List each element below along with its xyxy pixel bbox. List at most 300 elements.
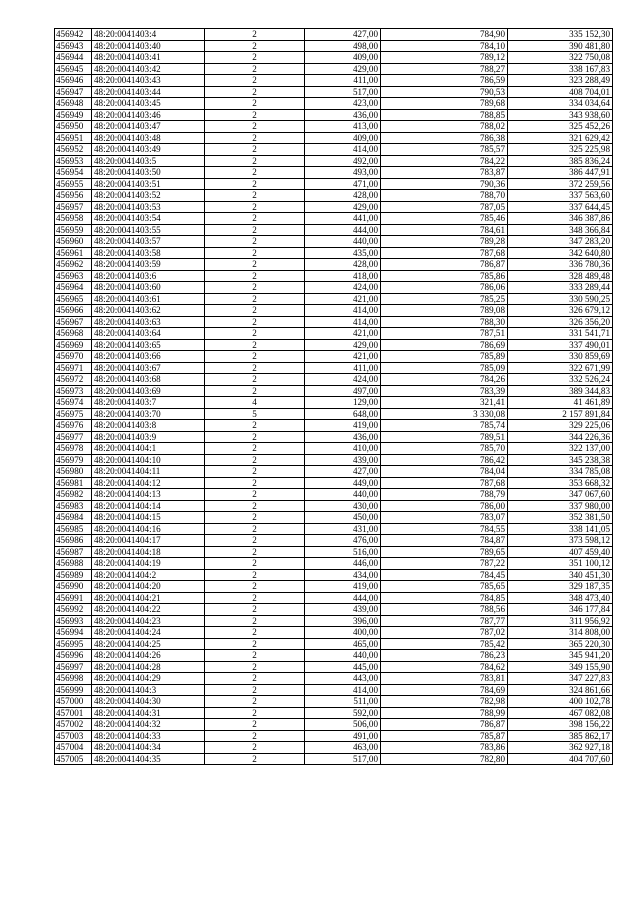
record-id-cell: 457001	[55, 707, 92, 719]
cadastral-value-cell: 386 447,91	[508, 167, 613, 179]
cadastral-number-cell: 48:20:0041404:33	[92, 730, 205, 742]
specific-value-cell: 788,27	[381, 63, 508, 75]
cadastral-value-cell: 365 220,30	[508, 638, 613, 650]
record-id-cell: 457002	[55, 719, 92, 731]
table-row	[55, 305, 613, 317]
cadastral-number-cell: 48:20:0041404:3	[92, 684, 205, 696]
specific-value-cell: 784,22	[381, 155, 508, 167]
cadastral-value-cell: 2 157 891,84	[508, 408, 613, 420]
category-code-cell: 2	[205, 178, 305, 190]
category-code-cell: 2	[205, 684, 305, 696]
area-cell: 411,00	[305, 75, 381, 87]
cadastral-value-cell: 337 563,60	[508, 190, 613, 202]
area-cell: 450,00	[305, 512, 381, 524]
category-code-cell: 2	[205, 362, 305, 374]
table-row	[55, 362, 613, 374]
table-row	[55, 282, 613, 294]
cadastral-value-cell: 352 381,50	[508, 512, 613, 524]
table-row	[55, 397, 613, 409]
record-id-cell: 456950	[55, 121, 92, 133]
record-id-cell: 456976	[55, 420, 92, 432]
cadastral-number-cell: 48:20:0041403:51	[92, 178, 205, 190]
cadastral-number-cell: 48:20:0041403:45	[92, 98, 205, 110]
record-id-cell: 457003	[55, 730, 92, 742]
category-code-cell: 2	[205, 512, 305, 524]
cadastral-number-cell: 48:20:0041403:65	[92, 339, 205, 351]
cadastral-value-cell: 325 452,26	[508, 121, 613, 133]
table-row	[55, 535, 613, 547]
record-id-cell: 456999	[55, 684, 92, 696]
cadastral-number-cell: 48:20:0041403:53	[92, 201, 205, 213]
cadastral-number-cell: 48:20:0041403:7	[92, 397, 205, 409]
specific-value-cell: 784,10	[381, 40, 508, 52]
category-code-cell: 2	[205, 592, 305, 604]
cadastral-number-cell: 48:20:0041403:52	[92, 190, 205, 202]
cadastral-value-cell: 373 598,12	[508, 535, 613, 547]
area-cell: 446,00	[305, 558, 381, 570]
record-id-cell: 456974	[55, 397, 92, 409]
table-row	[55, 374, 613, 386]
category-code-cell: 2	[205, 454, 305, 466]
specific-value-cell: 784,45	[381, 569, 508, 581]
area-cell: 497,00	[305, 385, 381, 397]
area-cell: 440,00	[305, 489, 381, 501]
category-code-cell: 2	[205, 328, 305, 340]
cadastral-number-cell: 48:20:0041403:66	[92, 351, 205, 363]
cadastral-value-cell: 326 679,12	[508, 305, 613, 317]
specific-value-cell: 783,81	[381, 673, 508, 685]
area-cell: 436,00	[305, 109, 381, 121]
specific-value-cell: 784,62	[381, 661, 508, 673]
category-code-cell: 2	[205, 615, 305, 627]
table-row	[55, 224, 613, 236]
table-row	[55, 201, 613, 213]
table-row	[55, 316, 613, 328]
table-row	[55, 707, 613, 719]
specific-value-cell: 783,39	[381, 385, 508, 397]
cadastral-value-cell: 323 288,49	[508, 75, 613, 87]
area-cell: 428,00	[305, 259, 381, 271]
table-row	[55, 719, 613, 731]
table-row	[55, 29, 613, 41]
table-row	[55, 684, 613, 696]
cadastral-number-cell: 48:20:0041403:58	[92, 247, 205, 259]
record-id-cell: 456982	[55, 489, 92, 501]
cadastral-value-cell: 362 927,18	[508, 742, 613, 754]
record-id-cell: 456949	[55, 109, 92, 121]
area-cell: 492,00	[305, 155, 381, 167]
cadastral-value-cell: 347 227,83	[508, 673, 613, 685]
cadastral-value-cell: 343 938,60	[508, 109, 613, 121]
table-row	[55, 328, 613, 340]
category-code-cell: 2	[205, 236, 305, 248]
table-row	[55, 431, 613, 443]
area-cell: 498,00	[305, 40, 381, 52]
category-code-cell: 2	[205, 144, 305, 156]
specific-value-cell: 789,51	[381, 431, 508, 443]
area-cell: 410,00	[305, 443, 381, 455]
area-cell: 493,00	[305, 167, 381, 179]
table-row	[55, 351, 613, 363]
cadastral-number-cell: 48:20:0041404:35	[92, 753, 205, 765]
specific-value-cell: 783,86	[381, 742, 508, 754]
cadastral-number-cell: 48:20:0041403:64	[92, 328, 205, 340]
specific-value-cell: 786,69	[381, 339, 508, 351]
record-id-cell: 456957	[55, 201, 92, 213]
cadastral-value-cell: 322 671,99	[508, 362, 613, 374]
record-id-cell: 456985	[55, 523, 92, 535]
record-id-cell: 456966	[55, 305, 92, 317]
cadastral-value-cell: 337 980,00	[508, 500, 613, 512]
category-code-cell: 2	[205, 213, 305, 225]
area-cell: 439,00	[305, 604, 381, 616]
category-code-cell: 2	[205, 270, 305, 282]
table-row	[55, 270, 613, 282]
cadastral-number-cell: 48:20:0041404:25	[92, 638, 205, 650]
category-code-cell: 2	[205, 638, 305, 650]
record-id-cell: 456977	[55, 431, 92, 443]
record-id-cell: 456998	[55, 673, 92, 685]
cadastral-value-cell: 329 187,35	[508, 581, 613, 593]
area-cell: 428,00	[305, 190, 381, 202]
category-code-cell: 2	[205, 443, 305, 455]
specific-value-cell: 785,74	[381, 420, 508, 432]
record-id-cell: 456969	[55, 339, 92, 351]
cadastral-value-cell: 335 152,30	[508, 29, 613, 41]
category-code-cell: 2	[205, 155, 305, 167]
cadastral-number-cell: 48:20:0041403:41	[92, 52, 205, 64]
record-id-cell: 457000	[55, 696, 92, 708]
cadastral-value-cell: 329 225,06	[508, 420, 613, 432]
record-id-cell: 456991	[55, 592, 92, 604]
category-code-cell: 2	[205, 581, 305, 593]
record-id-cell: 456971	[55, 362, 92, 374]
area-cell: 411,00	[305, 362, 381, 374]
specific-value-cell: 785,89	[381, 351, 508, 363]
area-cell: 400,00	[305, 627, 381, 639]
cadastral-value-cell: 314 808,00	[508, 627, 613, 639]
cadastral-number-cell: 48:20:0041403:8	[92, 420, 205, 432]
table-row	[55, 420, 613, 432]
cadastral-number-cell: 48:20:0041403:4	[92, 29, 205, 41]
cadastral-number-cell: 48:20:0041403:59	[92, 259, 205, 271]
cadastral-value-cell: 324 861,66	[508, 684, 613, 696]
specific-value-cell: 786,42	[381, 454, 508, 466]
specific-value-cell: 786,23	[381, 650, 508, 662]
record-id-cell: 456980	[55, 466, 92, 478]
specific-value-cell: 784,85	[381, 592, 508, 604]
table-row	[55, 489, 613, 501]
category-code-cell: 2	[205, 190, 305, 202]
cadastral-number-cell: 48:20:0041404:22	[92, 604, 205, 616]
cadastral-value-table	[54, 28, 613, 765]
category-code-cell: 2	[205, 201, 305, 213]
table-row	[55, 558, 613, 570]
specific-value-cell: 790,36	[381, 178, 508, 190]
cadastral-number-cell: 48:20:0041403:69	[92, 385, 205, 397]
record-id-cell: 456984	[55, 512, 92, 524]
cadastral-number-cell: 48:20:0041403:40	[92, 40, 205, 52]
category-code-cell: 2	[205, 121, 305, 133]
record-id-cell: 456996	[55, 650, 92, 662]
specific-value-cell: 785,70	[381, 443, 508, 455]
record-id-cell: 456986	[55, 535, 92, 547]
cadastral-number-cell: 48:20:0041404:1	[92, 443, 205, 455]
record-id-cell: 456947	[55, 86, 92, 98]
category-code-cell: 2	[205, 696, 305, 708]
cadastral-value-cell: 407 459,40	[508, 546, 613, 558]
category-code-cell: 2	[205, 523, 305, 535]
cadastral-number-cell: 48:20:0041404:16	[92, 523, 205, 535]
cadastral-number-cell: 48:20:0041403:67	[92, 362, 205, 374]
record-id-cell: 456958	[55, 213, 92, 225]
specific-value-cell: 784,90	[381, 29, 508, 41]
cadastral-value-cell: 330 590,25	[508, 293, 613, 305]
specific-value-cell: 321,41	[381, 397, 508, 409]
area-cell: 436,00	[305, 431, 381, 443]
area-cell: 414,00	[305, 305, 381, 317]
record-id-cell: 456983	[55, 500, 92, 512]
record-id-cell: 456946	[55, 75, 92, 87]
table-row	[55, 477, 613, 489]
cadastral-value-cell: 325 225,98	[508, 144, 613, 156]
record-id-cell: 456993	[55, 615, 92, 627]
specific-value-cell: 783,07	[381, 512, 508, 524]
specific-value-cell: 786,06	[381, 282, 508, 294]
cadastral-number-cell: 48:20:0041404:21	[92, 592, 205, 604]
cadastral-number-cell: 48:20:0041403:48	[92, 132, 205, 144]
area-cell: 424,00	[305, 282, 381, 294]
record-id-cell: 456965	[55, 293, 92, 305]
area-cell: 440,00	[305, 650, 381, 662]
table-row	[55, 408, 613, 420]
record-id-cell: 456951	[55, 132, 92, 144]
specific-value-cell: 787,02	[381, 627, 508, 639]
record-id-cell: 456988	[55, 558, 92, 570]
record-id-cell: 456978	[55, 443, 92, 455]
specific-value-cell: 784,26	[381, 374, 508, 386]
record-id-cell: 456961	[55, 247, 92, 259]
cadastral-value-cell: 328 489,48	[508, 270, 613, 282]
table-row	[55, 696, 613, 708]
cadastral-value-cell: 346 387,86	[508, 213, 613, 225]
cadastral-value-cell: 331 541,71	[508, 328, 613, 340]
specific-value-cell: 786,38	[381, 132, 508, 144]
cadastral-value-cell: 385 862,17	[508, 730, 613, 742]
specific-value-cell: 782,98	[381, 696, 508, 708]
specific-value-cell: 784,55	[381, 523, 508, 535]
table-row	[55, 627, 613, 639]
specific-value-cell: 785,42	[381, 638, 508, 650]
specific-value-cell: 784,04	[381, 466, 508, 478]
category-code-cell: 2	[205, 742, 305, 754]
record-id-cell: 456997	[55, 661, 92, 673]
category-code-cell: 2	[205, 420, 305, 432]
table-row	[55, 236, 613, 248]
cadastral-value-cell: 337 490,01	[508, 339, 613, 351]
specific-value-cell: 784,87	[381, 535, 508, 547]
specific-value-cell: 788,70	[381, 190, 508, 202]
cadastral-value-cell: 344 226,36	[508, 431, 613, 443]
category-code-cell: 2	[205, 500, 305, 512]
table-body	[55, 29, 613, 765]
specific-value-cell: 785,86	[381, 270, 508, 282]
category-code-cell: 2	[205, 627, 305, 639]
cadastral-value-cell: 467 082,08	[508, 707, 613, 719]
specific-value-cell: 787,68	[381, 247, 508, 259]
category-code-cell: 2	[205, 40, 305, 52]
specific-value-cell: 785,57	[381, 144, 508, 156]
cadastral-number-cell: 48:20:0041404:13	[92, 489, 205, 501]
cadastral-value-cell: 353 668,32	[508, 477, 613, 489]
category-code-cell: 2	[205, 293, 305, 305]
area-cell: 517,00	[305, 753, 381, 765]
cadastral-number-cell: 48:20:0041403:63	[92, 316, 205, 328]
record-id-cell: 456954	[55, 167, 92, 179]
cadastral-value-cell: 311 956,92	[508, 615, 613, 627]
cadastral-number-cell: 48:20:0041403:5	[92, 155, 205, 167]
specific-value-cell: 782,80	[381, 753, 508, 765]
area-cell: 414,00	[305, 316, 381, 328]
table-row	[55, 661, 613, 673]
area-cell: 423,00	[305, 98, 381, 110]
area-cell: 440,00	[305, 236, 381, 248]
area-cell: 429,00	[305, 63, 381, 75]
cadastral-value-cell: 338 167,83	[508, 63, 613, 75]
cadastral-number-cell: 48:20:0041404:32	[92, 719, 205, 731]
specific-value-cell: 785,25	[381, 293, 508, 305]
record-id-cell: 456963	[55, 270, 92, 282]
table-row	[55, 569, 613, 581]
category-code-cell: 2	[205, 719, 305, 731]
area-cell: 419,00	[305, 581, 381, 593]
area-cell: 516,00	[305, 546, 381, 558]
record-id-cell: 456943	[55, 40, 92, 52]
specific-value-cell: 785,09	[381, 362, 508, 374]
table-row	[55, 167, 613, 179]
cadastral-value-cell: 332 526,24	[508, 374, 613, 386]
cadastral-number-cell: 48:20:0041403:43	[92, 75, 205, 87]
category-code-cell: 2	[205, 98, 305, 110]
cadastral-value-cell: 346 177,84	[508, 604, 613, 616]
specific-value-cell: 785,46	[381, 213, 508, 225]
area-cell: 592,00	[305, 707, 381, 719]
cadastral-number-cell: 48:20:0041403:68	[92, 374, 205, 386]
record-id-cell: 456967	[55, 316, 92, 328]
area-cell: 421,00	[305, 328, 381, 340]
area-cell: 491,00	[305, 730, 381, 742]
specific-value-cell: 789,68	[381, 98, 508, 110]
table-row	[55, 109, 613, 121]
cadastral-number-cell: 48:20:0041403:42	[92, 63, 205, 75]
area-cell: 414,00	[305, 144, 381, 156]
table-row	[55, 730, 613, 742]
category-code-cell: 2	[205, 282, 305, 294]
cadastral-number-cell: 48:20:0041404:14	[92, 500, 205, 512]
area-cell: 465,00	[305, 638, 381, 650]
area-cell: 421,00	[305, 293, 381, 305]
cadastral-number-cell: 48:20:0041403:47	[92, 121, 205, 133]
specific-value-cell: 789,65	[381, 546, 508, 558]
category-code-cell: 2	[205, 224, 305, 236]
cadastral-value-cell: 347 067,60	[508, 489, 613, 501]
area-cell: 431,00	[305, 523, 381, 535]
category-code-cell: 2	[205, 132, 305, 144]
table-row	[55, 443, 613, 455]
cadastral-value-cell: 351 100,12	[508, 558, 613, 570]
cadastral-value-cell: 404 707,60	[508, 753, 613, 765]
specific-value-cell: 784,61	[381, 224, 508, 236]
category-code-cell: 2	[205, 569, 305, 581]
area-cell: 429,00	[305, 339, 381, 351]
cadastral-number-cell: 48:20:0041403:54	[92, 213, 205, 225]
cadastral-number-cell: 48:20:0041403:60	[92, 282, 205, 294]
specific-value-cell: 788,79	[381, 489, 508, 501]
cadastral-number-cell: 48:20:0041403:57	[92, 236, 205, 248]
category-code-cell: 2	[205, 661, 305, 673]
cadastral-number-cell: 48:20:0041404:28	[92, 661, 205, 673]
table-row	[55, 75, 613, 87]
cadastral-value-cell: 322 137,00	[508, 443, 613, 455]
cadastral-value-cell: 347 283,20	[508, 236, 613, 248]
area-cell: 506,00	[305, 719, 381, 731]
record-id-cell: 456992	[55, 604, 92, 616]
record-id-cell: 456955	[55, 178, 92, 190]
table-row	[55, 86, 613, 98]
category-code-cell: 2	[205, 730, 305, 742]
record-id-cell: 456990	[55, 581, 92, 593]
cadastral-value-cell: 326 356,20	[508, 316, 613, 328]
table-row	[55, 546, 613, 558]
category-code-cell: 5	[205, 408, 305, 420]
area-cell: 414,00	[305, 684, 381, 696]
specific-value-cell: 787,05	[381, 201, 508, 213]
cadastral-number-cell: 48:20:0041403:61	[92, 293, 205, 305]
cadastral-number-cell: 48:20:0041403:6	[92, 270, 205, 282]
table-row	[55, 63, 613, 75]
cadastral-value-cell: 342 640,80	[508, 247, 613, 259]
cadastral-number-cell: 48:20:0041403:70	[92, 408, 205, 420]
cadastral-number-cell: 48:20:0041403:62	[92, 305, 205, 317]
area-cell: 441,00	[305, 213, 381, 225]
specific-value-cell: 786,59	[381, 75, 508, 87]
specific-value-cell: 786,87	[381, 719, 508, 731]
record-id-cell: 456945	[55, 63, 92, 75]
table-row	[55, 615, 613, 627]
category-code-cell: 2	[205, 316, 305, 328]
category-code-cell: 2	[205, 753, 305, 765]
cadastral-number-cell: 48:20:0041404:24	[92, 627, 205, 639]
area-cell: 419,00	[305, 420, 381, 432]
area-cell: 463,00	[305, 742, 381, 754]
cadastral-value-cell: 322 750,08	[508, 52, 613, 64]
specific-value-cell: 785,65	[381, 581, 508, 593]
cadastral-value-cell: 400 102,78	[508, 696, 613, 708]
category-code-cell: 2	[205, 167, 305, 179]
category-code-cell: 2	[205, 109, 305, 121]
cadastral-value-cell: 398 156,22	[508, 719, 613, 731]
cadastral-number-cell: 48:20:0041404:23	[92, 615, 205, 627]
table-row	[55, 247, 613, 259]
cadastral-number-cell: 48:20:0041404:20	[92, 581, 205, 593]
category-code-cell: 2	[205, 466, 305, 478]
cadastral-value-cell: 389 344,83	[508, 385, 613, 397]
table-row	[55, 604, 613, 616]
record-id-cell: 456948	[55, 98, 92, 110]
category-code-cell: 2	[205, 86, 305, 98]
record-id-cell: 456995	[55, 638, 92, 650]
cadastral-value-cell: 348 473,40	[508, 592, 613, 604]
